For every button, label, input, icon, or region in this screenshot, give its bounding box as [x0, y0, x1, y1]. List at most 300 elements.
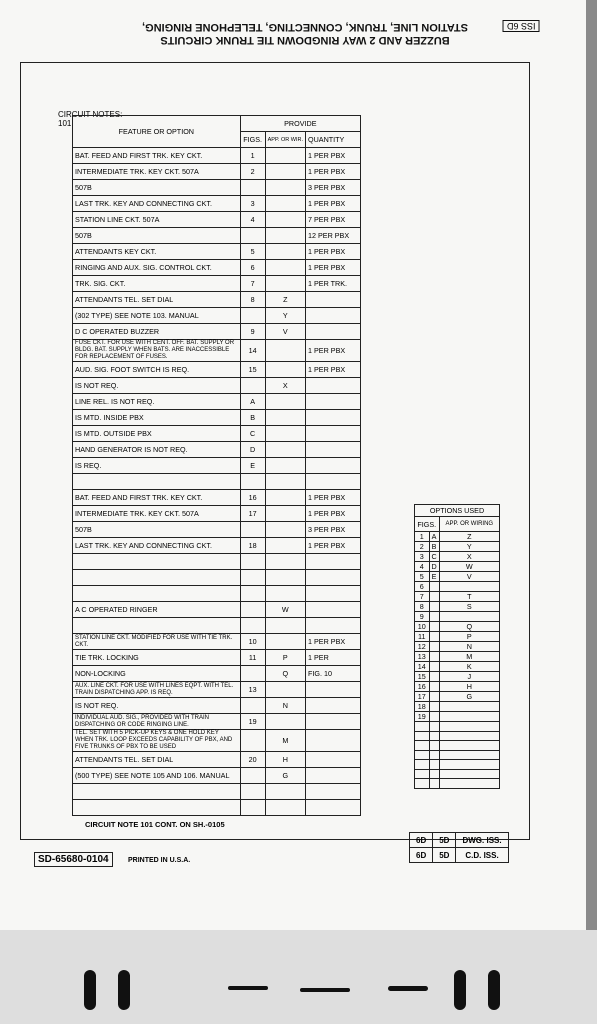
options-figs-header: FIGS. — [415, 517, 440, 532]
app-cell — [265, 362, 305, 378]
app-cell — [265, 410, 305, 426]
options-cell: Y — [439, 542, 499, 552]
figs-cell: 2 — [240, 164, 265, 180]
options-cell — [439, 702, 499, 712]
options-row — [415, 722, 500, 732]
app-cell — [265, 682, 305, 698]
options-row — [415, 582, 500, 592]
feature-cell — [73, 554, 241, 570]
figs-cell: 5 — [240, 244, 265, 260]
app-cell — [265, 276, 305, 292]
col-app-header: APP. OR WIR. — [265, 132, 305, 148]
table-row — [73, 784, 361, 800]
table-row — [73, 554, 361, 570]
col-provide-header: PROVIDE — [240, 116, 360, 132]
table-row — [73, 800, 361, 816]
qty-cell — [306, 474, 361, 490]
col-qty-header: QUANTITY — [306, 132, 361, 148]
table-row — [73, 752, 361, 768]
options-cell: C — [429, 552, 439, 562]
figs-cell — [240, 308, 265, 324]
app-cell — [265, 618, 305, 634]
feature-cell: RINGING AND AUX. SIG. CONTROL CKT. — [73, 260, 241, 276]
app-cell — [265, 784, 305, 800]
table-row — [73, 586, 361, 602]
qty-cell: 7 PER PBX — [306, 212, 361, 228]
figs-cell — [240, 522, 265, 538]
options-cell — [415, 750, 430, 760]
table-row — [73, 340, 361, 362]
options-cell: 8 — [415, 602, 430, 612]
app-cell: W — [265, 602, 305, 618]
qty-cell: 3 PER PBX — [306, 522, 361, 538]
notes-number: 101. — [58, 119, 74, 128]
feature-cell: D C OPERATED BUZZER — [73, 324, 241, 340]
table-row — [73, 362, 361, 378]
feature-cell: AUX. LINE CKT. FOR USE WITH LINES EQPT. WITH TEL. TRAIN DISPATCHING APP. IS REQ. — [73, 682, 241, 698]
options-cell: W — [439, 562, 499, 572]
dwg-iss-b: 5D — [433, 833, 456, 848]
table-row — [73, 522, 361, 538]
qty-cell: 1 PER — [306, 650, 361, 666]
feature-cell: 507B — [73, 522, 241, 538]
options-cell — [429, 769, 439, 779]
figs-cell — [240, 666, 265, 682]
figs-cell — [240, 618, 265, 634]
app-cell — [265, 474, 305, 490]
figs-cell — [240, 586, 265, 602]
figs-cell — [240, 730, 265, 752]
options-row — [415, 769, 500, 779]
app-cell — [265, 212, 305, 228]
qty-cell — [306, 586, 361, 602]
qty-cell: 3 PER PBX — [306, 180, 361, 196]
qty-cell — [306, 378, 361, 394]
app-cell — [265, 538, 305, 554]
app-cell — [265, 490, 305, 506]
feature-cell: LINE REL. IS NOT REQ. — [73, 394, 241, 410]
options-cell — [439, 769, 499, 779]
qty-cell: 1 PER PBX — [306, 362, 361, 378]
punch-mark — [84, 970, 96, 1010]
qty-cell — [306, 292, 361, 308]
qty-cell: 1 PER PBX — [306, 634, 361, 650]
feature-cell: BAT. FEED AND FIRST TRK. KEY CKT. — [73, 148, 241, 164]
options-cell: P — [439, 632, 499, 642]
qty-cell: 1 PER PBX — [306, 506, 361, 522]
options-cell: B — [429, 542, 439, 552]
figs-cell — [240, 554, 265, 570]
options-cell: H — [439, 682, 499, 692]
figs-cell — [240, 784, 265, 800]
dwg-iss-label: DWG. ISS. — [456, 833, 508, 848]
options-row — [415, 682, 500, 692]
options-row — [415, 662, 500, 672]
feature-cell: HAND GENERATOR IS NOT REQ. — [73, 442, 241, 458]
options-cell — [439, 750, 499, 760]
feature-cell: IS MTD. OUTSIDE PBX — [73, 426, 241, 442]
figs-cell: 11 — [240, 650, 265, 666]
figs-cell: 4 — [240, 212, 265, 228]
figs-cell — [240, 768, 265, 784]
table-row — [73, 410, 361, 426]
table-row — [73, 474, 361, 490]
feature-cell: (302 TYPE) SEE NOTE 103. MANUAL — [73, 308, 241, 324]
table-row — [73, 228, 361, 244]
table-row — [73, 618, 361, 634]
col-figs-header: FIGS. — [240, 132, 265, 148]
table-row — [73, 506, 361, 522]
options-cell — [429, 722, 439, 732]
figs-cell: 9 — [240, 324, 265, 340]
qty-cell: FIG. 10 — [306, 666, 361, 682]
options-cell — [429, 642, 439, 652]
issue-box: ISS 6D — [503, 20, 540, 32]
feature-cell: 507B — [73, 228, 241, 244]
app-cell: H — [265, 752, 305, 768]
table-row — [73, 570, 361, 586]
options-cell — [429, 672, 439, 682]
figs-cell: A — [240, 394, 265, 410]
feature-cell: ATTENDANTS TEL. SET DIAL — [73, 292, 241, 308]
options-cell — [429, 662, 439, 672]
qty-cell: 1 PER PBX — [306, 260, 361, 276]
options-row — [415, 741, 500, 751]
options-cell: 18 — [415, 702, 430, 712]
feature-cell — [73, 784, 241, 800]
feature-cell: LAST TRK. KEY AND CONNECTING CKT. — [73, 538, 241, 554]
options-cell: Z — [439, 532, 499, 542]
qty-cell — [306, 554, 361, 570]
options-cell — [429, 612, 439, 622]
table-row — [73, 442, 361, 458]
table-row — [73, 698, 361, 714]
options-cell — [429, 682, 439, 692]
app-cell: V — [265, 324, 305, 340]
dash-mark — [300, 988, 350, 992]
figs-cell: 19 — [240, 714, 265, 730]
notes-title-text: CIRCUIT NOTES: — [58, 110, 123, 119]
options-cell: 7 — [415, 592, 430, 602]
feature-cell: LAST TRK. KEY AND CONNECTING CKT. — [73, 196, 241, 212]
feature-cell: ATTENDANTS TEL. SET DIAL — [73, 752, 241, 768]
options-cell: Q — [439, 622, 499, 632]
options-cell: 5 — [415, 572, 430, 582]
options-cell: 2 — [415, 542, 430, 552]
punch-mark — [118, 970, 130, 1010]
qty-cell — [306, 458, 361, 474]
options-cell: 4 — [415, 562, 430, 572]
punch-strip — [0, 930, 597, 1024]
options-cell: 9 — [415, 612, 430, 622]
options-title: OPTIONS USED — [415, 505, 500, 517]
feature-cell: TIE TRK. LOCKING — [73, 650, 241, 666]
app-cell — [265, 570, 305, 586]
qty-cell — [306, 602, 361, 618]
feature-cell: (500 TYPE) SEE NOTE 105 AND 106. MANUAL — [73, 768, 241, 784]
table-row — [73, 650, 361, 666]
app-cell — [265, 196, 305, 212]
options-row — [415, 672, 500, 682]
table-row — [73, 378, 361, 394]
feature-cell: FUSE CKT. FOR USE WITH CENT. OFF. BAT. SUPPLY OR BLDG. BAT. SUPPLY WHEN BATS. ARE INACCESSIBLE FOR REPLACEMENT OF FUSES. — [73, 340, 241, 362]
options-cell — [415, 741, 430, 751]
figs-cell — [240, 378, 265, 394]
options-cell: 19 — [415, 712, 430, 722]
options-cell: V — [439, 572, 499, 582]
options-cell — [439, 779, 499, 789]
feature-cell — [73, 800, 241, 816]
feature-cell: TRK. SIG. CKT. — [73, 276, 241, 292]
figs-cell: 14 — [240, 340, 265, 362]
feature-cell — [73, 570, 241, 586]
drawing-number: SD-65680-0104 — [34, 852, 113, 867]
options-row — [415, 632, 500, 642]
options-row — [415, 612, 500, 622]
options-cell: D — [429, 562, 439, 572]
options-cell: G — [439, 692, 499, 702]
options-row — [415, 552, 500, 562]
drawing-header — [90, 20, 520, 46]
app-cell: Q — [265, 666, 305, 682]
options-cell — [429, 731, 439, 741]
feature-cell — [73, 586, 241, 602]
app-cell — [265, 522, 305, 538]
options-cell — [415, 769, 430, 779]
feature-cell: AUD. SIG. FOOT SWITCH IS REQ. — [73, 362, 241, 378]
app-cell — [265, 586, 305, 602]
options-cell: 11 — [415, 632, 430, 642]
app-cell — [265, 634, 305, 650]
options-cell — [439, 712, 499, 722]
options-row — [415, 642, 500, 652]
qty-cell: 1 PER PBX — [306, 538, 361, 554]
options-cell: 17 — [415, 692, 430, 702]
feature-cell: TEL. SET WITH 5 PICK-UP KEYS & ONE HOLD KEY WHEN TRK. LOOP EXCEEDS CAPABILITY OF PBX, AND FIVE TRUNKS OF PBX TO BE USED — [73, 730, 241, 752]
table-row — [73, 260, 361, 276]
options-cell: 1 — [415, 532, 430, 542]
options-cell — [429, 702, 439, 712]
qty-cell — [306, 442, 361, 458]
options-cell: M — [439, 652, 499, 662]
options-cell: 3 — [415, 552, 430, 562]
options-cell: 14 — [415, 662, 430, 672]
feature-cell: IS MTD. INSIDE PBX — [73, 410, 241, 426]
figs-cell — [240, 180, 265, 196]
table-row — [73, 244, 361, 260]
qty-cell: 1 PER PBX — [306, 148, 361, 164]
dash-mark — [228, 986, 268, 990]
qty-cell: 1 PER PBX — [306, 490, 361, 506]
options-cell — [429, 652, 439, 662]
qty-cell — [306, 394, 361, 410]
table-row — [73, 212, 361, 228]
app-cell: G — [265, 768, 305, 784]
options-row — [415, 702, 500, 712]
figs-cell: D — [240, 442, 265, 458]
options-row — [415, 622, 500, 632]
feature-cell: STATION LINE CKT. MODIFIED FOR USE WITH TIE TRK. CKT. — [73, 634, 241, 650]
app-cell — [265, 340, 305, 362]
app-cell — [265, 228, 305, 244]
app-cell: M — [265, 730, 305, 752]
options-cell — [415, 731, 430, 741]
options-cell — [415, 722, 430, 732]
options-cell: E — [429, 572, 439, 582]
qty-cell — [306, 570, 361, 586]
options-cell — [429, 750, 439, 760]
options-row — [415, 750, 500, 760]
qty-cell — [306, 730, 361, 752]
table-row — [73, 490, 361, 506]
options-cell — [429, 741, 439, 751]
table-row — [73, 538, 361, 554]
table-row — [73, 426, 361, 442]
options-cell — [439, 760, 499, 770]
feature-cell — [73, 618, 241, 634]
options-cell — [415, 760, 430, 770]
app-cell — [265, 506, 305, 522]
options-row — [415, 602, 500, 612]
options-cell: A — [429, 532, 439, 542]
app-cell — [265, 148, 305, 164]
figs-cell — [240, 228, 265, 244]
feature-cell: BAT. FEED AND FIRST TRK. KEY CKT. — [73, 490, 241, 506]
options-cell — [439, 731, 499, 741]
figs-cell: 17 — [240, 506, 265, 522]
header-line-2: STATION LINE, TRUNK, CONNECTING, TELEPHONE RINGING, — [142, 21, 468, 33]
qty-cell — [306, 324, 361, 340]
figs-cell — [240, 474, 265, 490]
options-cell — [429, 779, 439, 789]
options-row — [415, 652, 500, 662]
table-row — [73, 292, 361, 308]
options-row — [415, 760, 500, 770]
qty-cell — [306, 410, 361, 426]
qty-cell — [306, 768, 361, 784]
figs-cell: 8 — [240, 292, 265, 308]
options-cell — [429, 602, 439, 612]
figs-cell: 18 — [240, 538, 265, 554]
feature-cell: INTERMEDIATE TRK. KEY CKT. 507A — [73, 506, 241, 522]
header-line-1: BUZZER AND 2 WAY RINGDOWN TIE TRUNK CIRCUITS — [160, 34, 450, 46]
options-cell: 13 — [415, 652, 430, 662]
cd-iss-b: 5D — [433, 848, 456, 863]
qty-cell: 1 PER TRK. — [306, 276, 361, 292]
figs-cell: 3 — [240, 196, 265, 212]
app-cell — [265, 394, 305, 410]
dash-mark — [388, 986, 428, 991]
app-cell: X — [265, 378, 305, 394]
qty-cell: 1 PER PBX — [306, 196, 361, 212]
table-row — [73, 666, 361, 682]
table-row — [73, 196, 361, 212]
options-cell — [429, 582, 439, 592]
app-cell: Z — [265, 292, 305, 308]
table-row — [73, 324, 361, 340]
table-row — [73, 308, 361, 324]
qty-cell — [306, 618, 361, 634]
app-cell — [265, 800, 305, 816]
options-cell — [429, 712, 439, 722]
table-row — [73, 634, 361, 650]
feature-table — [72, 115, 361, 816]
options-cell — [429, 760, 439, 770]
options-cell — [439, 612, 499, 622]
app-cell — [265, 426, 305, 442]
qty-cell: 1 PER PBX — [306, 244, 361, 260]
qty-cell — [306, 682, 361, 698]
options-row — [415, 592, 500, 602]
figs-cell: 10 — [240, 634, 265, 650]
options-cell — [429, 622, 439, 632]
feature-cell: INDIVIDUAL AUD. SIG., PROVIDED WITH TRAIN DISPATCHING OR CODE RINGING LINE. — [73, 714, 241, 730]
qty-cell — [306, 800, 361, 816]
figs-cell: 1 — [240, 148, 265, 164]
options-cell — [439, 741, 499, 751]
qty-cell: 1 PER PBX — [306, 340, 361, 362]
feature-cell: IS NOT REQ. — [73, 698, 241, 714]
qty-cell: 1 PER PBX — [306, 164, 361, 180]
options-app-header: APP. OR WIRING — [439, 517, 499, 532]
feature-cell: IS NOT REQ. — [73, 378, 241, 394]
options-cell: 15 — [415, 672, 430, 682]
app-cell: N — [265, 698, 305, 714]
options-row — [415, 572, 500, 582]
figs-cell — [240, 570, 265, 586]
table-row — [73, 714, 361, 730]
app-cell — [265, 442, 305, 458]
qty-cell — [306, 784, 361, 800]
figs-cell: C — [240, 426, 265, 442]
figs-cell: 6 — [240, 260, 265, 276]
figs-cell: B — [240, 410, 265, 426]
options-cell — [429, 592, 439, 602]
qty-cell: 12 PER PBX — [306, 228, 361, 244]
options-row — [415, 562, 500, 572]
figs-cell — [240, 698, 265, 714]
app-cell — [265, 244, 305, 260]
options-cell — [429, 692, 439, 702]
table-row — [73, 148, 361, 164]
options-row — [415, 532, 500, 542]
table-row — [73, 682, 361, 698]
options-cell: T — [439, 592, 499, 602]
app-cell — [265, 164, 305, 180]
options-row — [415, 779, 500, 789]
options-cell — [439, 582, 499, 592]
feature-cell — [73, 474, 241, 490]
options-cell: X — [439, 552, 499, 562]
table-row — [73, 164, 361, 180]
options-cell: 12 — [415, 642, 430, 652]
app-cell: Y — [265, 308, 305, 324]
options-row — [415, 712, 500, 722]
cd-iss-label: C.D. ISS. — [456, 848, 508, 863]
figs-cell: 16 — [240, 490, 265, 506]
app-cell — [265, 554, 305, 570]
feature-cell: INTERMEDIATE TRK. KEY CKT. 507A — [73, 164, 241, 180]
options-cell: S — [439, 602, 499, 612]
app-cell — [265, 458, 305, 474]
options-cell — [415, 779, 430, 789]
table-row — [73, 768, 361, 784]
options-cell: J — [439, 672, 499, 682]
figs-cell: 15 — [240, 362, 265, 378]
table-row — [73, 730, 361, 752]
figs-cell: E — [240, 458, 265, 474]
figs-cell — [240, 602, 265, 618]
